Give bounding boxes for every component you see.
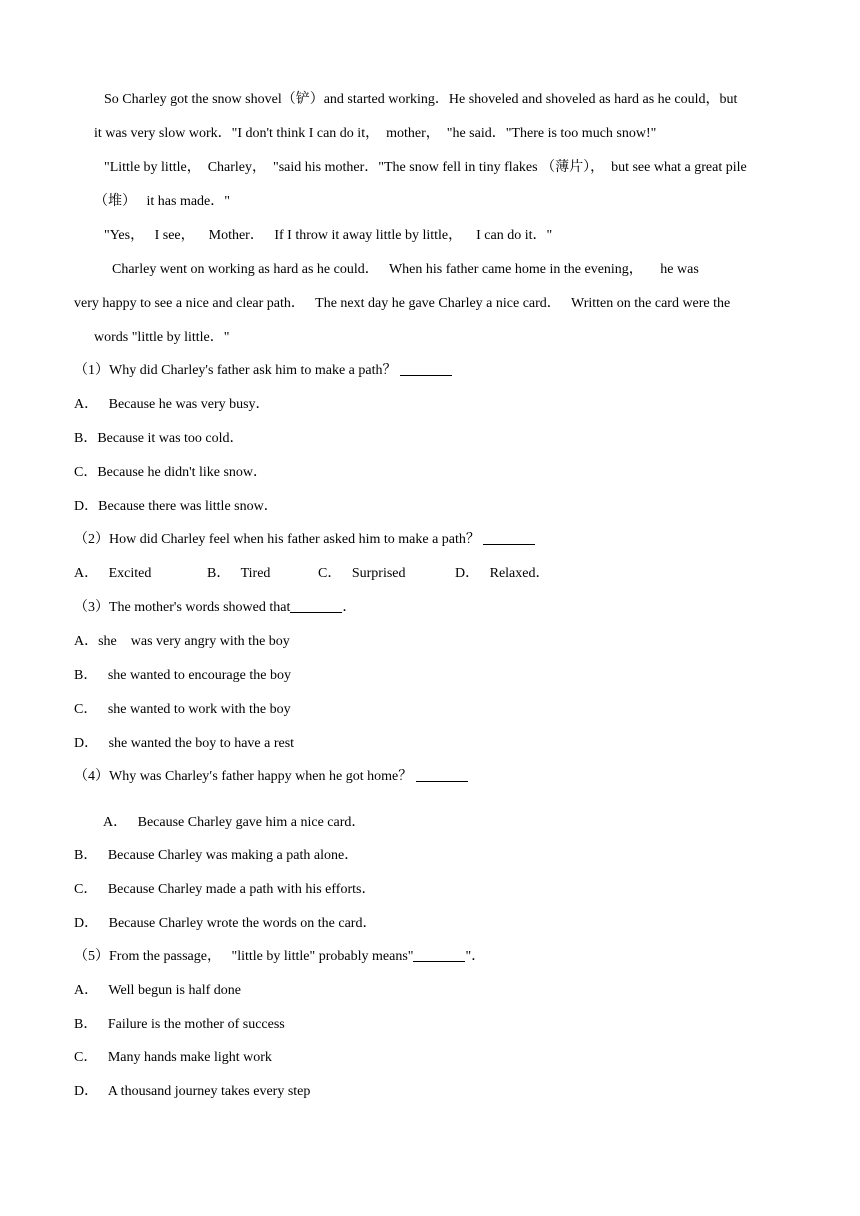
q2-option-d[interactable]: D． Relaxed． [455,566,550,581]
question-1-text: （1）Why did Charley's father ask him to make a path？ [74,363,397,378]
question-1 [74,361,452,381]
q1-option-a[interactable]: A． Because he was very busy． [74,397,270,412]
passage-line-4: （堆） it has made．" [94,194,230,209]
answer-blank-4[interactable] [416,767,468,782]
question-5-end: "． [465,949,486,964]
q5-option-a[interactable]: A． Well begun is half done [74,983,241,998]
passage-line-1: So Charley got the snow shovel（铲）and started working．He shoveled and shoveled as hard as he could，but [104,92,738,107]
q4-option-d[interactable]: D． Because Charley wrote the words on the card． [74,916,377,931]
answer-blank-3[interactable] [290,598,342,613]
q4-option-a[interactable]: A． Because Charley gave him a nice card． [103,815,366,830]
question-4 [74,767,468,787]
q4-option-b[interactable]: B． Because Charley was making a path alone． [74,848,359,863]
q4-option-c[interactable]: C． Because Charley made a path with his efforts． [74,882,376,897]
q3-option-b[interactable]: B． she wanted to encourage the boy [74,668,291,683]
q2-option-c[interactable]: C． Surprised [318,566,406,581]
q5-option-b[interactable]: B． Failure is the mother of success [74,1017,285,1032]
passage-line-8: words "little by little．" [94,330,230,345]
q2-option-b[interactable]: B． Tired [207,566,271,581]
q3-option-d[interactable]: D． she wanted the boy to have a rest [74,736,295,751]
answer-blank-1[interactable] [400,361,452,376]
passage-line-5: "Yes， I see， Mother． If I throw it away little by little， I can do it．" [104,228,553,243]
question-5-text: （5）From the passage， "little by little" probably means" [74,949,414,964]
passage-line-7: very happy to see a nice and clear path． The next day he gave Charley a nice card． Written on the card were the [74,296,731,311]
passage-line-6: Charley went on working as hard as he could． When his father came home in the evening， he was [112,262,699,277]
q1-option-b[interactable]: B．Because it was too cold． [74,431,244,446]
question-3 [74,598,356,618]
question-3-text: （3）The mother's words showed that [74,600,291,615]
question-2 [74,530,535,550]
question-3-end: ． [342,600,357,615]
answer-blank-2[interactable] [483,530,535,545]
passage-line-3: "Little by little， Charley， "said his mother．"The snow fell in tiny flakes （薄片）， but see what a great pile [104,160,747,175]
passage-line-2: it was very slow work．"I don't think I can do it， mother， "he said．"There is too much snow!" [94,126,657,141]
q5-option-c[interactable]: C． Many hands make light work [74,1050,272,1065]
q1-option-d[interactable]: D．Because there was little snow． [74,499,278,514]
q2-option-a[interactable]: A． Excited [74,566,152,581]
question-5 [74,947,485,967]
q5-option-d[interactable]: D． A thousand journey takes every step [74,1084,311,1099]
q3-option-a[interactable]: A．she was very angry with the boy [74,634,290,649]
answer-blank-5[interactable] [413,947,465,962]
q1-option-c[interactable]: C．Because he didn't like snow． [74,465,268,480]
question-4-text: （4）Why was Charley′s father happy when he got home？ [74,769,413,784]
q3-option-c[interactable]: C． she wanted to work with the boy [74,702,291,717]
question-2-text: （2）How did Charley feel when his father asked him to make a path？ [74,532,480,547]
